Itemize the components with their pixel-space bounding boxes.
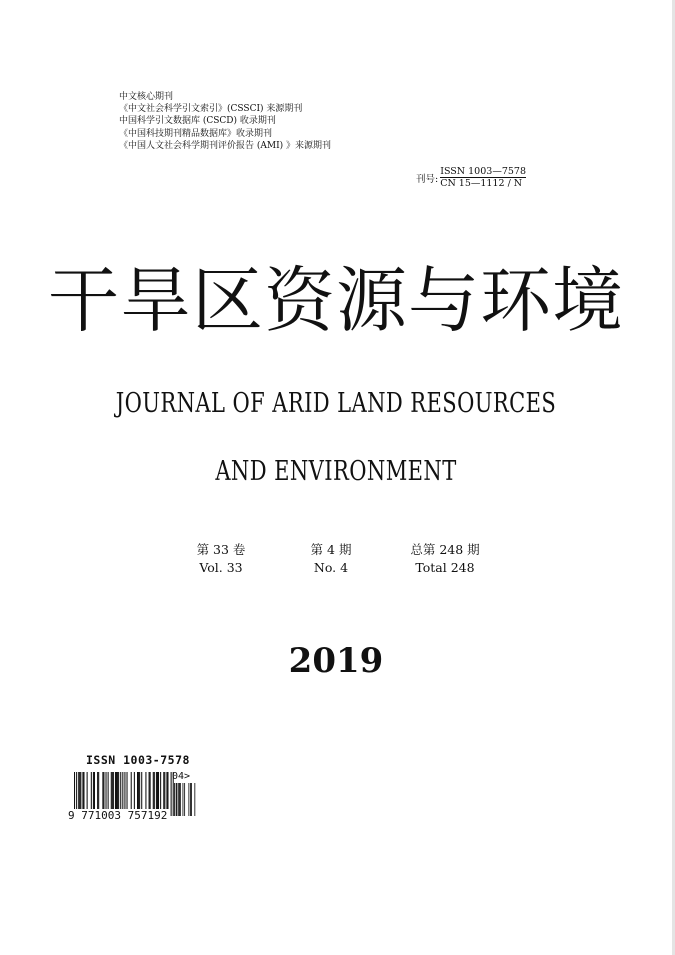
barcode-addon-bar (188, 783, 189, 816)
barcode-addon-bar (191, 783, 192, 816)
serial-numbers (416, 166, 526, 189)
barcode-bar (82, 772, 83, 810)
barcode-bar (149, 772, 150, 810)
indexing-line: 《中国科技期刊精品数据库》收录期刊 (119, 128, 273, 139)
barcode-bar (118, 772, 119, 810)
barcode-bar (166, 772, 167, 810)
barcode-addon-bar (178, 783, 179, 816)
barcode-bar (113, 772, 114, 810)
barcode-bar (108, 772, 109, 810)
barcode-bar (158, 772, 159, 810)
barcode-bar (115, 772, 116, 810)
barcode-bar (79, 772, 80, 810)
barcode-bar (102, 772, 103, 810)
barcode-number: 9 771003 757192 (68, 809, 168, 822)
barcode-addon-bar (184, 783, 185, 816)
barcode-bar (138, 772, 139, 810)
barcode-bar (83, 772, 84, 810)
barcode-bar (120, 772, 121, 810)
barcode-bar (156, 772, 157, 810)
journal-title-english-line2: AND ENVIRONMENT (215, 456, 457, 487)
barcode-bar (97, 772, 98, 810)
barcode-bar (87, 772, 88, 810)
barcode-bar (112, 772, 113, 810)
barcode-bar (164, 772, 165, 810)
barcode-bar (145, 772, 146, 810)
barcode-bar (91, 772, 92, 810)
volume-cn: 第 33 卷 (196, 542, 246, 557)
volume-en: Vol. 33 (199, 560, 243, 575)
indexing-line: 《中国人文社会科学期刊评价报告 (AMI) 》来源期刊 (119, 140, 332, 151)
cn-code: CN 15—1112 / N (440, 178, 523, 189)
barcode-bar (103, 772, 104, 810)
barcode-addon-bar (174, 783, 175, 816)
barcode-bar (98, 772, 99, 810)
indexing-list (119, 91, 331, 152)
barcode-addon-bar (176, 783, 177, 816)
barcode-bar (131, 772, 132, 810)
barcode-bar (154, 772, 155, 810)
number-en: No. 4 (313, 560, 349, 575)
barcode-bar (150, 772, 151, 810)
total-info (400, 541, 490, 577)
indexing-line: 中文核心期刊 (119, 92, 174, 102)
volume-info (186, 541, 256, 577)
journal-title-chinese: 干旱区资源与环境 (47, 259, 624, 342)
indexing-line: 中国科学引文数据库 (CSCD) 收录期刊 (119, 116, 276, 127)
barcode-bar (163, 772, 164, 810)
barcode-bar (137, 772, 138, 810)
barcode-bar (94, 772, 95, 810)
total-en: Total 248 (415, 560, 475, 575)
barcode-bar (117, 772, 118, 810)
barcode-bar (111, 772, 112, 810)
publication-year: 2019 (288, 641, 384, 681)
barcode-bar (139, 772, 140, 810)
barcode-issn-label: ISSN 1003-7578 (86, 753, 190, 767)
barcode-addon-bar (190, 783, 191, 816)
barcode-addon-bar (179, 783, 180, 816)
barcode-addon-bar (194, 783, 195, 816)
barcode-bar (78, 772, 79, 810)
barcode-bar (167, 772, 168, 810)
barcode-bar (127, 772, 128, 810)
barcode-bar (106, 772, 107, 810)
number-cn: 第 4 期 (310, 542, 352, 557)
barcode-addon-bar (183, 783, 184, 816)
serial-label: 刊号: (416, 173, 439, 185)
issn-code: ISSN 1003—7578 (440, 166, 526, 177)
barcode-bar (141, 772, 142, 810)
barcode-bar (160, 772, 161, 810)
barcode-bar (116, 772, 117, 810)
barcode-addon-bar (180, 783, 181, 816)
number-info (298, 541, 364, 577)
journal-title-english-line1: JOURNAL OF ARID LAND RESOURCES (115, 388, 557, 419)
indexing-line: 《中文社会科学引文索引》(CSSCI) 来源期刊 (119, 104, 303, 115)
barcode-bar (80, 772, 81, 810)
barcode-bar (153, 772, 154, 810)
barcode-addon: 04> (172, 771, 191, 782)
total-cn: 总第 248 期 (410, 542, 480, 557)
barcode-addon-bar (177, 783, 178, 816)
barcode-bar (93, 772, 94, 810)
barcode-bar (157, 772, 158, 810)
barcode-bar (134, 772, 135, 810)
